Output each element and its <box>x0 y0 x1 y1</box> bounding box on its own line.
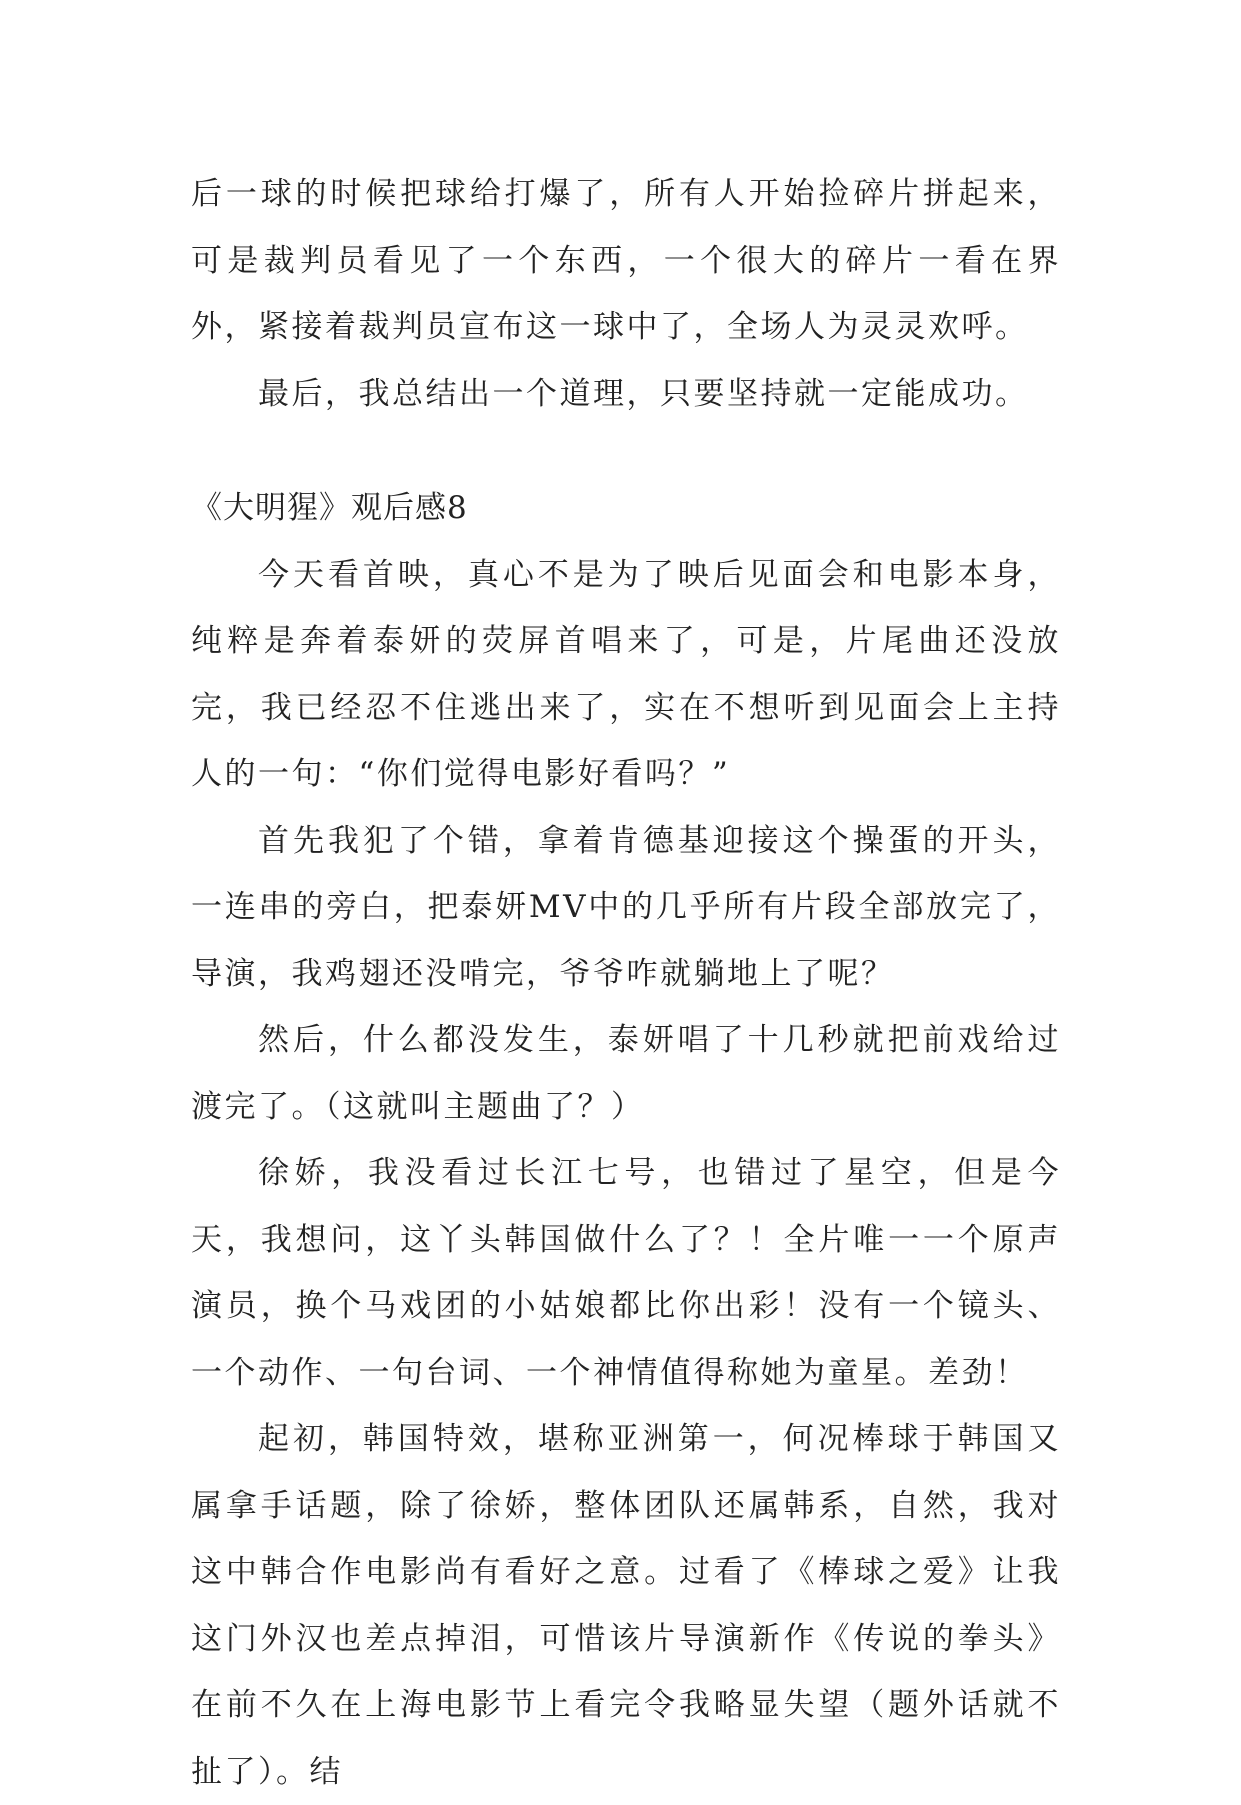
paragraph: 起初，韩国特效，堪称亚洲第一，何况棒球于韩国又属拿手话题，除了徐娇，整体团队还属韩系，自然，我对这中韩合作电影尚有看好之意。过看了《棒球之爱》让我这门外汉也差点掉泪，可惜该片导演新作《传说的拳头》在前不久在上海电影节上看完令我略显失望（题外话就不扯了）。结 <box>191 1421 1061 1790</box>
section-gap <box>191 427 1061 475</box>
paragraph-continued: 后一球的时候把球给打爆了，所有人开始捡碎片拼起来，可是裁判员看见了一个东西，一个很大的碎片一看在界外，紧接着裁判员宣布这一球中了，全场人为灵灵欢呼。 <box>191 176 1061 345</box>
document-body <box>191 161 1061 1805</box>
paragraph: 首先我犯了个错，拿着肯德基迎接这个操蛋的开头，一连串的旁白，把泰妍MV中的几乎所有片段全部放完了，导演，我鸡翅还没啃完，爷爷咋就躺地上了呢？ <box>191 822 1061 992</box>
section-title: 《大明猩》观后感8 <box>191 490 468 526</box>
paragraph: 徐娇，我没看过长江七号，也错过了星空，但是今天，我想问，这丫头韩国做什么了？！全片唯一一个原声演员，换个马戏团的小姑娘都比你出彩！没有一个镜头、一个动作、一句台词、一个神情值得称她为童星。差劲！ <box>191 1155 1061 1391</box>
paragraph: 今天看首映，真心不是为了映后见面会和电影本身，纯粹是奔着泰妍的荧屏首唱来了，可是，片尾曲还没放完，我已经忍不住逃出来了，实在不想听到见面会上主持人的一句：“你们觉得电影好看吗？” <box>191 556 1061 792</box>
paragraph-conclusion: 最后，我总结出一个道理，只要坚持就一定能成功。 <box>258 375 1029 412</box>
paragraph: 然后，什么都没发生，泰妍唱了十几秒就把前戏给过渡完了。（这就叫主题曲了？） <box>191 1022 1061 1125</box>
